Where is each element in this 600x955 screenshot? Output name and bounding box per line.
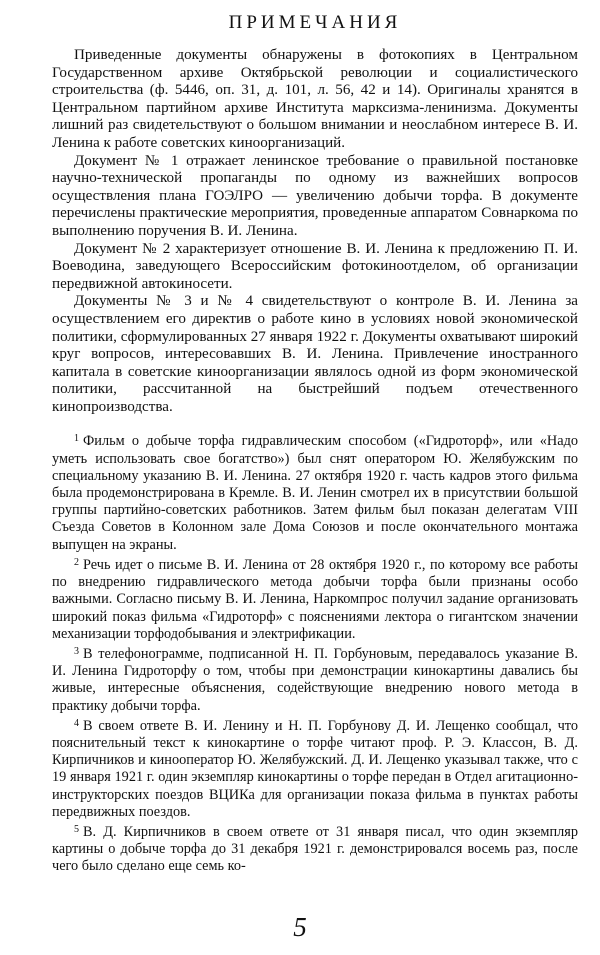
- footnote-text: Фильм о добыче торфа гидравлическим способом («Гидроторф», или «Надо уметь использовать свое богатство») был снят оператором Ю. Желябужским по специальному указанию В. И. Ленина. 27 октября 1920 г. часть кадров этого фильма была продемонстрирована в Кремле. В. И. Ленин смотрел их в присутствии большой группы партийно-советских работников. Затем фильм был показан делегатам VIII Съезда Советов в Колонном зале Дома Союзов и после окончательного монтажа выпущен на экраны.: [52, 433, 578, 553]
- page-number: 5: [293, 912, 307, 942]
- footnote-number: 4: [74, 717, 79, 729]
- paragraph-1: Приведенные документы обнаружены в фотокопиях в Центральном Государственном архиве Октябрьской революции и социалистического строительства (ф. 5446, оп. 31, д. 101, л. 56, 42 и 14). Оригиналы хранятся в Центральном партийном архиве Института марксизма-ленинизма. Документы лишний раз свидетельствуют о большом внимании и неослабном интересе В. И. Ленина к работе советских киноорганизаций.: [52, 47, 578, 151]
- document-page: [52, 12, 578, 876]
- footnote-number: 3: [74, 645, 79, 657]
- footnote-1: [52, 430, 578, 553]
- footnote-number: 2: [74, 556, 79, 568]
- footnote-number: 5: [74, 823, 79, 835]
- footnote-2: [52, 554, 578, 643]
- footnote-number: 1: [74, 433, 79, 445]
- paragraph-3: Документ № 2 характеризует отношение В. И. Ленина к предложению П. И. Воеводина, заведующего Всероссийским фотокиноотделом, об организации передвижной автокиносети.: [52, 240, 578, 292]
- footnote-5: [52, 821, 578, 876]
- footnote-text: Речь идет о письме В. И. Ленина от 28 октября 1920 г., по которому все работы по внедрению гидравлического метода добычи торфа были признаны особо важными. Согласно письму В. И. Ленина, Наркомпрос получил задание организовать широкий показ фильма «Гидроторф» с пояснениями лектора о гигантском значении механизации торфодобывания и электрификации.: [52, 556, 578, 642]
- footnote-3: [52, 643, 578, 715]
- paragraph-4: Документы № 3 и № 4 свидетельствуют о контроле В. И. Ленина за осуществлением его директив о работе кино в условиях новой экономической политики, сформулированных 27 января 1922 г. Документы охватывают широкий круг вопросов, интересовавших В. И. Ленина. Привлечение иностранного капитала в советские киноорганизации являлось одной из форм экономической политики, рассчитанной на быстрейший подъем отечественного кинопроизводства.: [52, 293, 578, 415]
- section-gap: [52, 416, 578, 430]
- footnote-text: В телефонограмме, подписанной Н. П. Горбуновым, передавалось указание В. И. Ленина Гидроторфу о том, чтобы при демонстрации кинокартины давались бы живые, интересные объяснения, содействующие внедрению нового метода в практику добычи торфа.: [52, 645, 578, 714]
- notes-body: [52, 47, 578, 416]
- paragraph-2: Документ № 1 отражает ленинское требование о правильной постановке научно-технической пропаганды по одному из важнейших вопросов осуществления плана ГОЭЛРО — увеличению добычи торфа. В документе перечислены практические мероприятия, проведенные аппаратом Совнаркома по выполнению поручения В. И. Ленина.: [52, 152, 578, 239]
- page-title: ПРИМЕЧАНИЯ: [228, 12, 402, 33]
- footnote-text: В своем ответе В. И. Ленину и Н. П. Горбунову Д. И. Лещенко сообщал, что пояснительный текст к кинокартине о торфе читают проф. Р. Э. Классон, В. Д. Кирпичников и кинооператор Ю. Желябужский. Д. И. Лещенко указывал также, что с 19 января 1921 г. один экземпляр кинокартины о торфе передан в Отдел агитационно-инструкторских поездов ВЦИКа для организации показа фильма в пунктах работы передвижных поездов.: [52, 717, 578, 820]
- footnote-4: [52, 715, 578, 821]
- footnotes: [52, 430, 578, 875]
- footnote-text: В. Д. Кирпичников в своем ответе от 31 января писал, что один экземпляр картины о добыче торфа до 31 декабря 1921 г. демонстрировался восемь раз, после чего было сделано еще семь ко-: [52, 823, 578, 875]
